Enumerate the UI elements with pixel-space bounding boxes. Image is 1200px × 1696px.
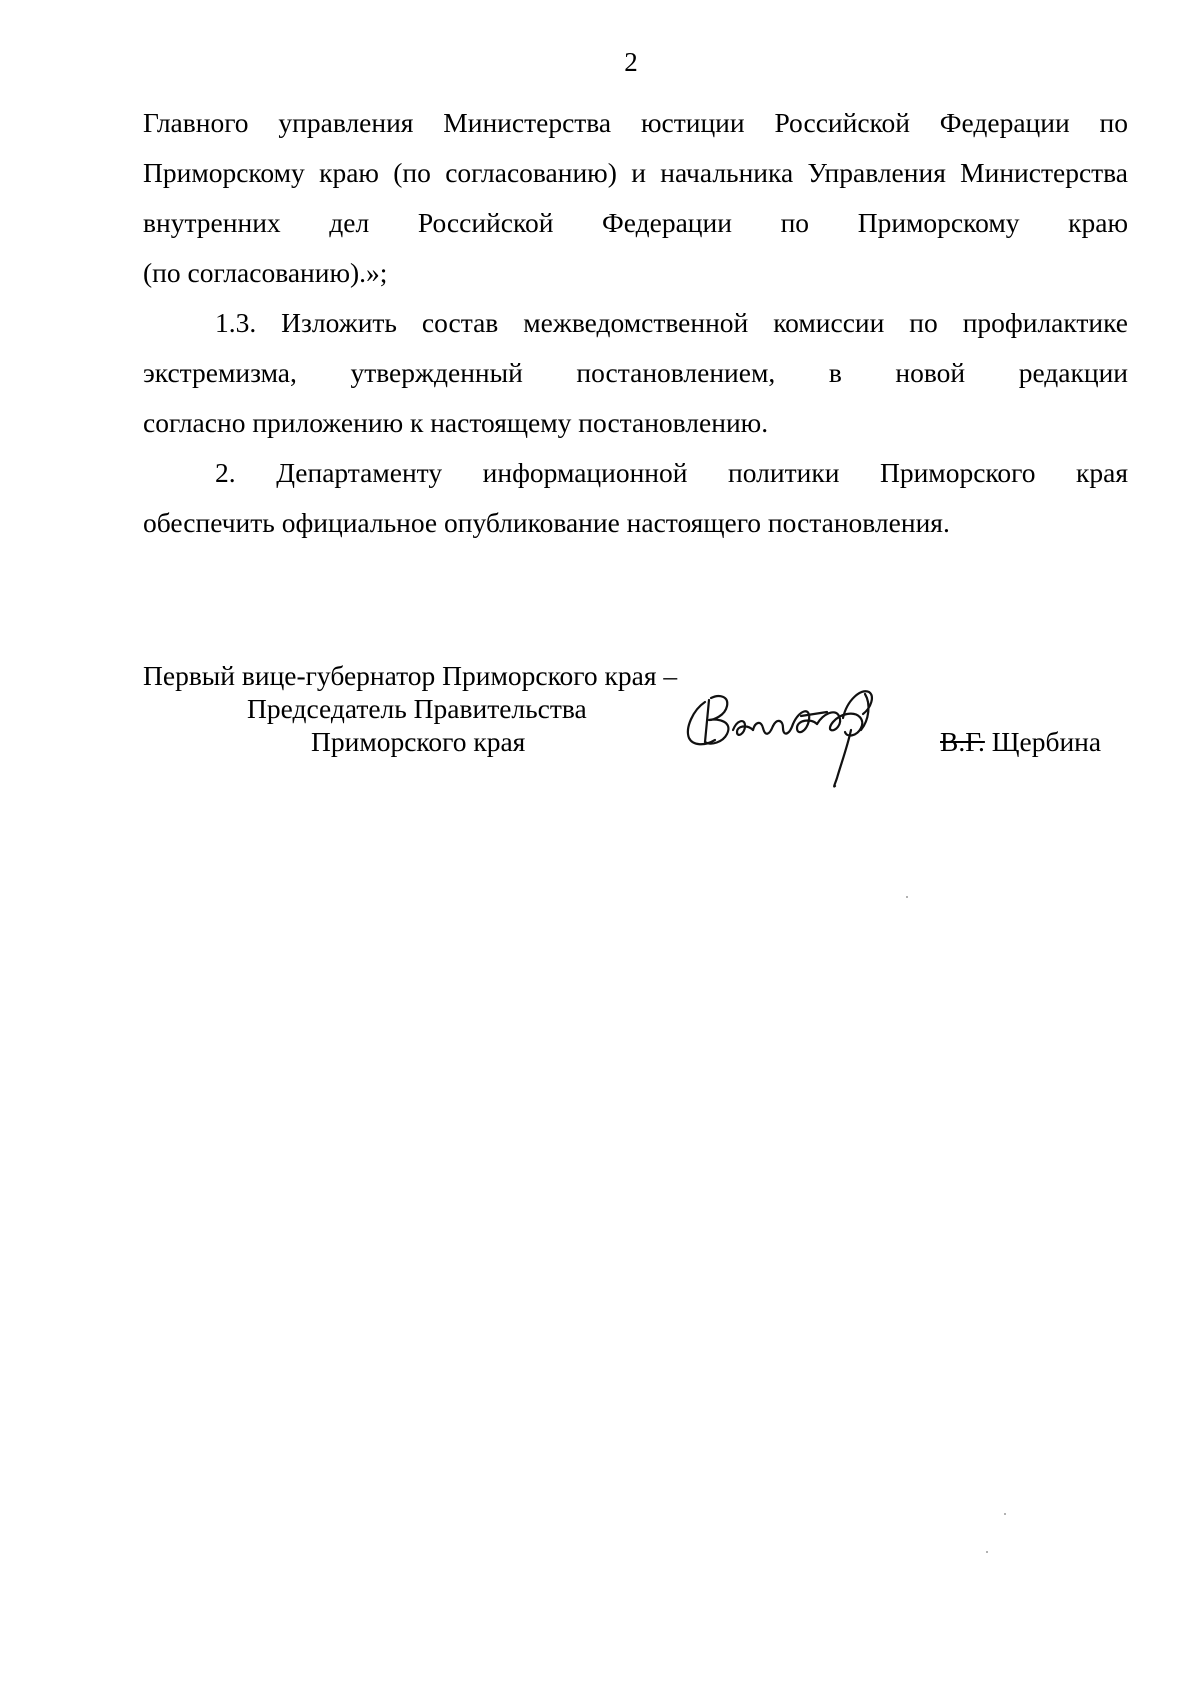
paragraph-2-line: обеспечить официальное опубликование настоящего постановления. xyxy=(143,507,950,538)
scan-speck xyxy=(1004,1513,1006,1515)
paragraph-1-3-line: экстремизма, утвержденный постановлением, в новой редакции xyxy=(143,357,1128,388)
handwritten-signature xyxy=(675,680,935,795)
scan-speck xyxy=(906,896,908,898)
document-body xyxy=(143,98,1128,548)
body-line: внутренних дел Российской Федерации по Приморскому краю xyxy=(143,207,1128,238)
signatory-surname: Щербина xyxy=(984,726,1102,757)
signatory-title-line: Приморского края xyxy=(311,726,526,757)
signatory-initials: В.Г. xyxy=(940,726,985,757)
signature-block xyxy=(143,660,1143,780)
body-line: Главного управления Министерства юстиции Российской Федерации по xyxy=(143,107,1128,138)
page-number: 2 xyxy=(624,47,638,77)
signatory-title-line: Председатель Правительства xyxy=(247,693,587,724)
body-line: (по согласованию).»; xyxy=(143,257,388,288)
signatory-name xyxy=(940,726,1101,758)
paragraph-2-line: 2. Департаменту информационной политики Приморского края xyxy=(215,457,1128,488)
body-line: Приморскому краю (по согласованию) и начальника Управления Министерства xyxy=(143,157,1128,188)
paragraph-1-3-line: 1.3. Изложить состав межведомственной комиссии по профилактике xyxy=(215,307,1128,338)
signatory-title-line: Первый вице-губернатор Приморского края – xyxy=(143,660,678,691)
scan-speck xyxy=(986,1551,988,1553)
paragraph-1-3-line: согласно приложению к настоящему постановлению. xyxy=(143,407,769,438)
